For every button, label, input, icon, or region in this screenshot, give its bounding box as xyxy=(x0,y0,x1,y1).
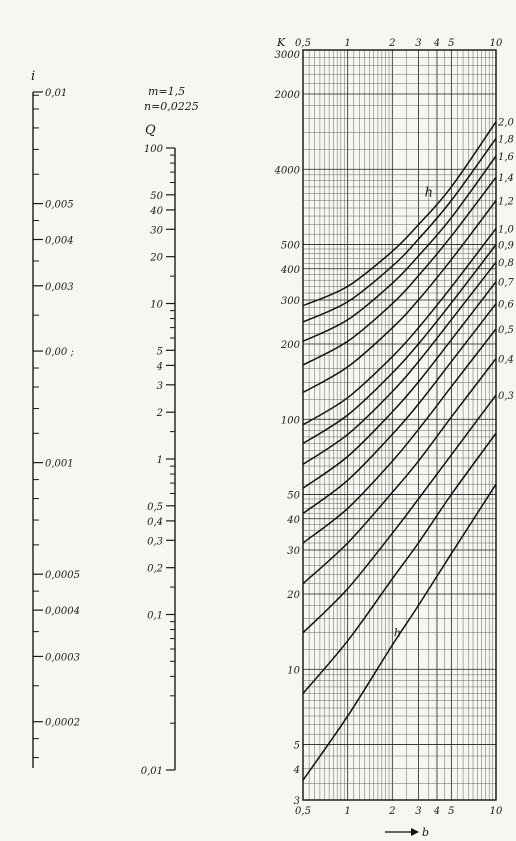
y-tick-label: 3000 xyxy=(274,50,300,61)
q-tick-label: 3 xyxy=(156,380,163,392)
q-tick-label: 2 xyxy=(156,408,163,420)
h-curve-label: 0,7 xyxy=(498,277,514,289)
i-tick-label: 0,0002 xyxy=(45,717,80,729)
x-tick-label-bottom: 0,5 xyxy=(295,806,311,817)
y-tick-label: 10 xyxy=(287,665,300,677)
q-axis-title: Q xyxy=(145,123,156,138)
i-axis-title: i xyxy=(31,69,36,84)
q-tick-label: 40 xyxy=(150,205,163,217)
q-tick-label: 50 xyxy=(150,190,163,202)
x-tick-label-bottom: 2 xyxy=(389,806,396,817)
i-tick-label: 0,0003 xyxy=(45,652,80,664)
x-tick-label-top: 4 xyxy=(433,38,441,49)
y-tick-label: 4000 xyxy=(274,165,300,177)
i-tick-label: 0,003 xyxy=(45,281,74,293)
q-tick-label: 0,3 xyxy=(147,536,163,548)
x-axis-title: b xyxy=(422,826,430,839)
q-tick-label: 20 xyxy=(150,252,163,264)
y-tick-label: 4 xyxy=(293,764,300,776)
h-annotation-upper: h xyxy=(424,185,433,201)
q-tick-label: 0,2 xyxy=(147,563,163,575)
x-axis-arrow-head xyxy=(411,828,419,836)
h-curve xyxy=(303,329,496,543)
y-tick-label: 500 xyxy=(280,240,300,252)
x-tick-label-bottom: 4 xyxy=(433,806,441,817)
q-tick-label: 0,5 xyxy=(147,501,163,513)
q-tick-label: 100 xyxy=(143,144,163,155)
x-tick-label-top: 3 xyxy=(415,38,422,49)
y-tick-label: 50 xyxy=(287,490,300,502)
q-tick-label: 4 xyxy=(156,361,163,373)
parameters xyxy=(144,85,199,113)
y-tick-label: 2000 xyxy=(274,90,300,102)
q-tick-label: 10 xyxy=(150,299,163,311)
h-curve-label: 0,6 xyxy=(498,299,514,311)
x-tick-label-top: 2 xyxy=(389,38,396,49)
q-tick-label: 0,4 xyxy=(147,516,163,528)
i-tick-label: 0,00 ; xyxy=(45,347,74,359)
h-curve-label: 1,2 xyxy=(498,196,514,208)
y-tick-label: 30 xyxy=(287,546,300,557)
h-curve-label: 0,4 xyxy=(498,354,514,366)
q-tick-label: 30 xyxy=(150,225,163,237)
i-scale xyxy=(31,69,80,768)
h-curve-label: 1,6 xyxy=(498,152,514,164)
q-tick-label: 0,01 xyxy=(140,766,163,777)
x-tick-label-top: 1 xyxy=(344,38,351,49)
y-tick-label: 40 xyxy=(287,514,300,526)
h-curve-label: 0,8 xyxy=(498,258,514,270)
i-tick-label: 0,0004 xyxy=(45,606,80,618)
y-tick-label: 20 xyxy=(287,590,300,602)
h-curve-label: 0,9 xyxy=(498,240,514,252)
h-curve-label: 2,0 xyxy=(498,117,514,129)
h-curve xyxy=(303,177,496,365)
x-tick-label-bottom: 1 xyxy=(344,806,351,817)
x-tick-label-bottom: 3 xyxy=(415,806,422,817)
y-tick-label: 3 xyxy=(293,796,300,807)
y-axis-title: K xyxy=(277,36,286,49)
i-tick-label: 0,001 xyxy=(45,458,74,470)
x-tick-label-bottom: 5 xyxy=(448,806,455,817)
param-n: n=0,0225 xyxy=(144,100,199,113)
i-tick-label: 0,004 xyxy=(45,235,74,247)
x-tick-label-bottom: 10 xyxy=(489,806,503,817)
i-tick-label: 0,0005 xyxy=(45,570,80,582)
q-tick-label: 0,1 xyxy=(147,610,163,622)
h-curve xyxy=(303,156,496,341)
y-tick-label: 100 xyxy=(280,415,300,427)
i-tick-label: 0,01 xyxy=(45,88,68,99)
h-annotation-lower: h xyxy=(393,626,401,640)
x-tick-label-top: 10 xyxy=(489,38,503,49)
x-tick-label-top: 5 xyxy=(448,38,455,49)
h-curve-label: 1,0 xyxy=(498,224,514,236)
y-tick-label: 400 xyxy=(280,264,300,276)
h-curve-label: 1,8 xyxy=(498,134,514,146)
q-tick-label: 1 xyxy=(156,455,163,466)
k-b-chart xyxy=(274,36,515,839)
h-curve-label: 0,5 xyxy=(498,324,514,336)
param-m: m=1,5 xyxy=(148,85,186,98)
x-tick-label-top: 0,5 xyxy=(295,38,311,49)
h-curve-label: 1,4 xyxy=(498,173,514,185)
h-curve-label: 0,3 xyxy=(498,391,514,403)
h-curve xyxy=(303,433,496,693)
y-tick-label: 5 xyxy=(293,740,300,752)
q-tick-label: 5 xyxy=(156,346,163,358)
y-tick-label: 300 xyxy=(280,296,300,307)
i-tick-label: 0,005 xyxy=(45,199,74,211)
q-scale xyxy=(141,123,175,777)
y-tick-label: 200 xyxy=(280,340,300,352)
